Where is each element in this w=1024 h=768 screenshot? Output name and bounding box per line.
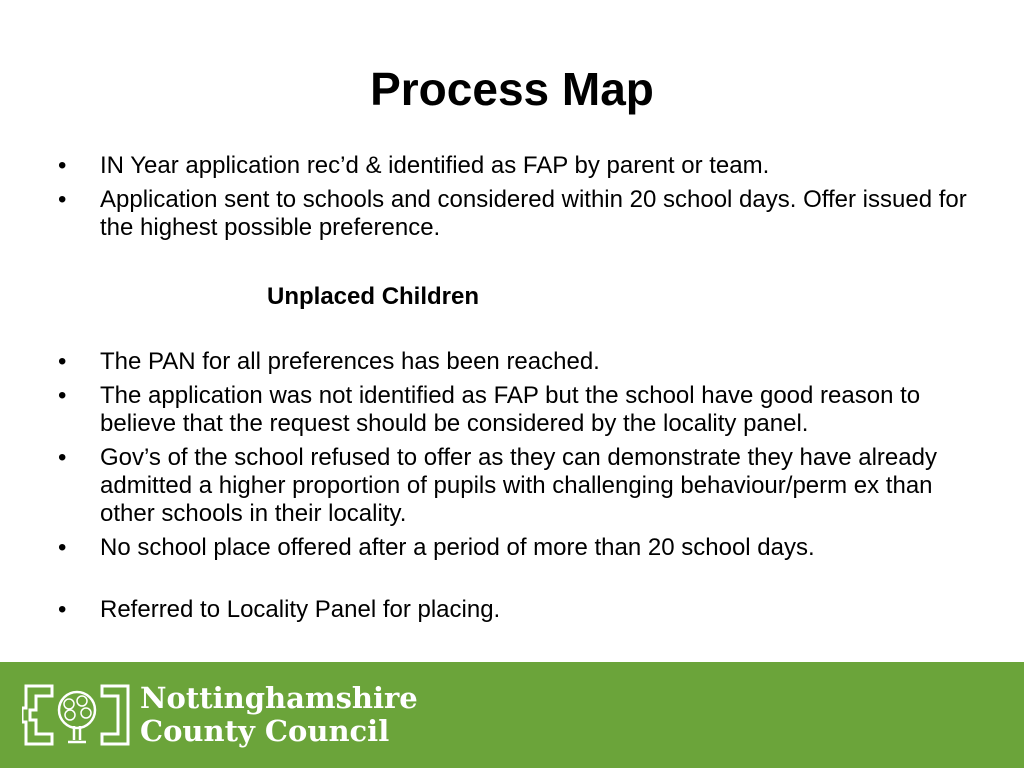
list-item: [58, 444, 978, 528]
org-name-line1: Nottinghamshire: [140, 681, 418, 715]
bullet-text: The application was not identified as FAP but the school have good reason to believe that the request should be considered by the locality panel.: [100, 382, 921, 437]
bullet-text: The PAN for all preferences has been reached.: [100, 348, 600, 375]
bullet-glyph: •: [58, 348, 67, 375]
org-name-line2: County Council: [140, 714, 390, 748]
footer-banner: [0, 662, 1024, 768]
list-item: [58, 152, 978, 180]
bullet-glyph: •: [58, 596, 67, 623]
bullet-list-top: [58, 152, 978, 248]
bullet-glyph: •: [58, 444, 67, 471]
section-heading: Unplaced Children: [267, 283, 480, 310]
bullet-list-bottom: [58, 348, 978, 630]
list-item: [58, 596, 978, 624]
bullet-text: Gov’s of the school refused to offer as they can demonstrate they have already admitted a higher proportion of pupils with challenging behaviour/perm ex than other schools in their locality.: [100, 444, 937, 527]
bullet-text: IN Year application rec’d & identified as FAP by parent or team.: [100, 152, 770, 179]
list-item: [58, 186, 978, 242]
bullet-text: Referred to Locality Panel for placing.: [100, 596, 501, 623]
list-item: [58, 534, 978, 562]
bullet-text: Application sent to schools and considered within 20 school days. Offer issued for the highest possible preference.: [100, 186, 967, 241]
organization-name: [140, 682, 418, 748]
bullet-glyph: •: [58, 186, 67, 213]
list-item: [58, 348, 978, 376]
bullet-text: No school place offered after a period of more than 20 school days.: [100, 534, 815, 561]
bullet-glyph: •: [58, 534, 67, 561]
oak-tree-logo-icon: [22, 682, 132, 748]
slide-title: Process Map: [370, 63, 654, 115]
list-item: [58, 382, 978, 438]
bullet-glyph: •: [58, 382, 67, 409]
bullet-glyph: •: [58, 152, 67, 179]
